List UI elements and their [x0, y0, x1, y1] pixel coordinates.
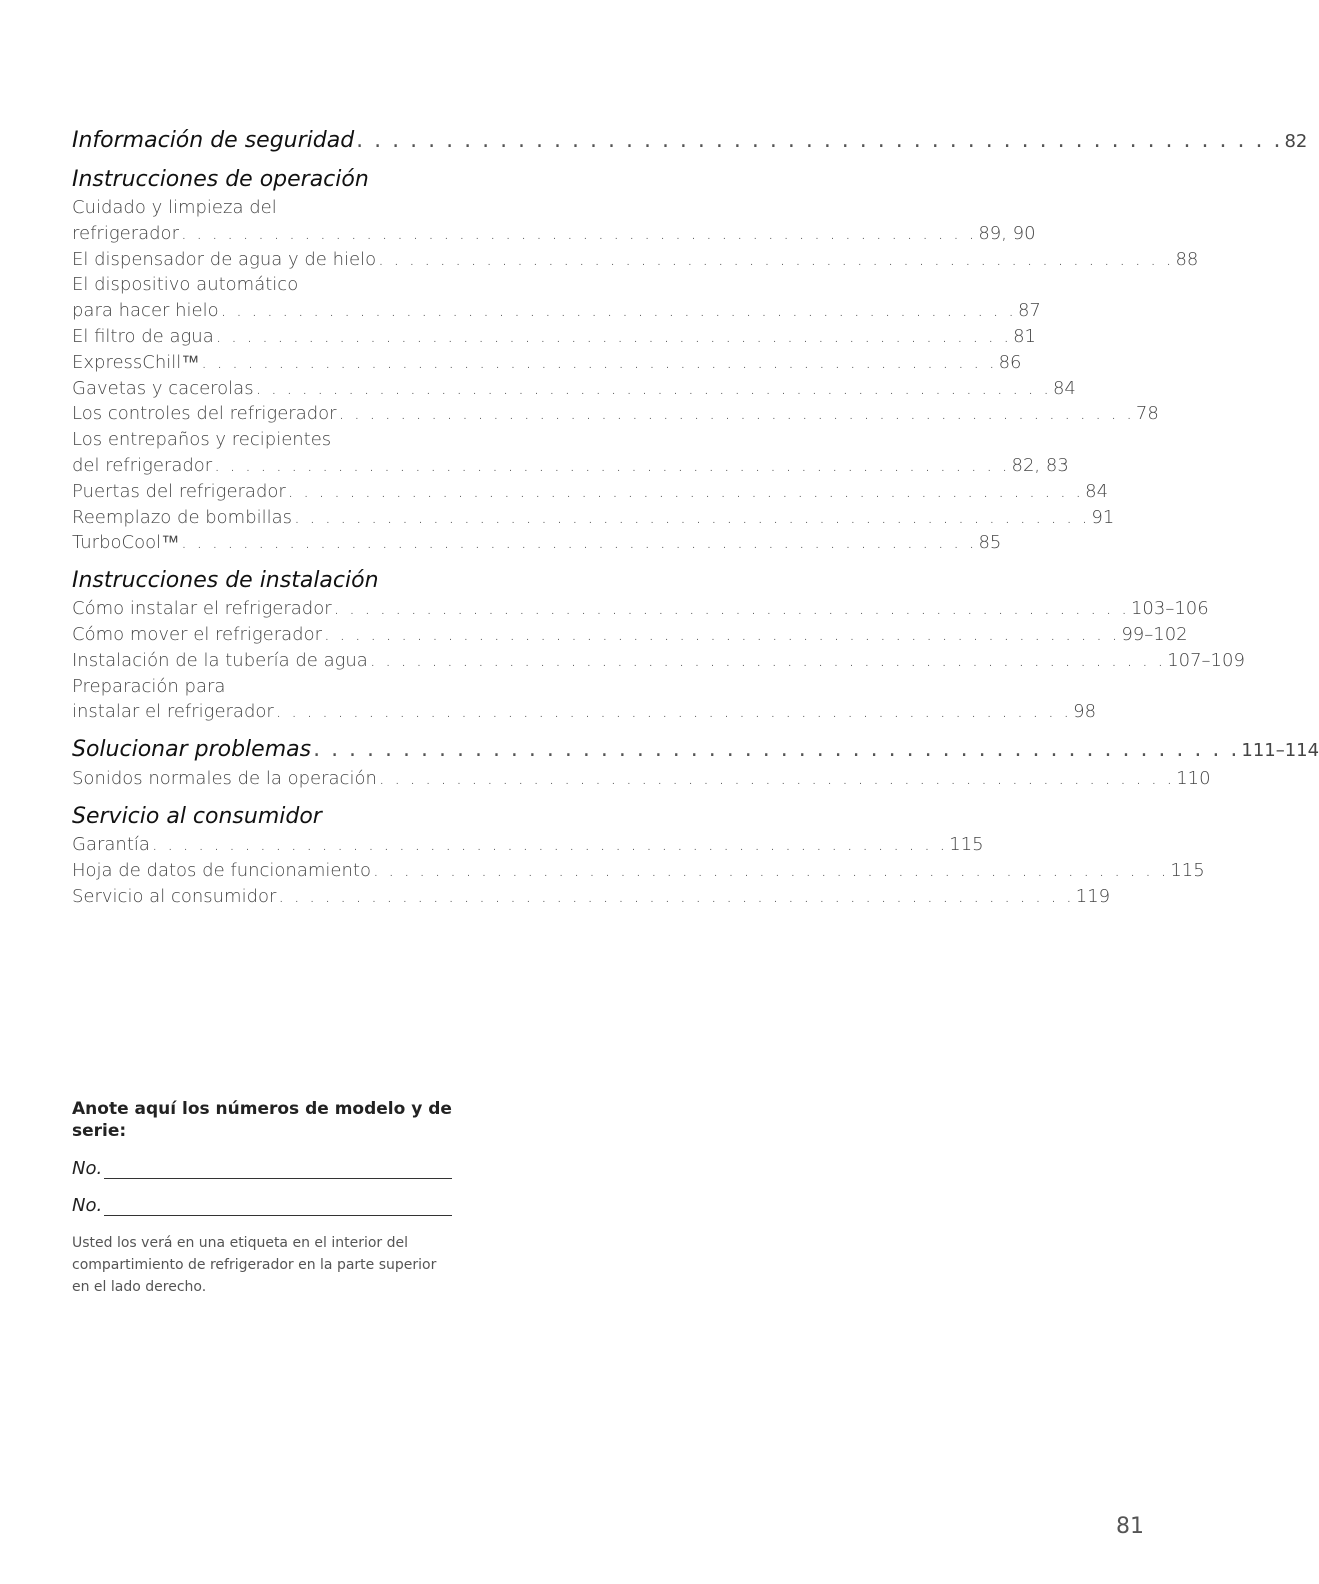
toc-entry — [72, 453, 1069, 479]
dot-leader: . . . . . . . . . . . . . . . . . . . . . . . . . . . . . . . . . . . . . . . . . . . . . . . . . . . . — [214, 454, 1010, 476]
dot-leader: . . . . . . . . . . . . . . . . . . . . . . . . . . . . . . . . . . . . . . . . . . . . . . . . . . . . — [378, 248, 1174, 270]
toc-entry-label: TurboCool™ — [72, 532, 180, 554]
dot-leader: . . . . . . . . . . . . . . . . . . . . . . . . . . . . . . . . . . . . . . . . . . . . . . . . . . . . — [378, 768, 1175, 790]
dot-leader: . . . . . . . . . . . . . . . . . . . . . . . . . . . . . . . . . . . . . . . . . . . . . . . . . . . . — [294, 506, 1090, 528]
toc-page-number: 89, 90 — [978, 222, 1036, 244]
toc-entry — [72, 376, 1076, 402]
toc-page-number: 82, 83 — [1011, 454, 1069, 476]
serial-number-rule — [104, 1197, 452, 1216]
dot-leader: . . . . . . . . . . . . . . . . . . . . . . . . . . . . . . . . . . . . . . . . . . . . . . . . . . . . — [287, 480, 1084, 502]
model-number-line — [72, 1158, 452, 1179]
toc-entry-label: Preparación para — [72, 675, 226, 697]
toc-entry-list — [72, 766, 1211, 792]
toc-section-title: Instrucciones de operación — [72, 167, 369, 192]
toc-entry-label: Los controles del refrigerador — [72, 403, 337, 425]
dot-leader: . . . . . . . . . . . . . . . . . . . . . . . . . . . . . . . . . . . . . . . . . . . . . . . . . . . . — [201, 351, 997, 373]
toc-page-number: 88 — [1175, 248, 1199, 270]
toc-entry — [72, 832, 984, 858]
toc-page-number: 115 — [949, 833, 984, 855]
toc-entry — [72, 648, 1245, 674]
toc-page-number: 111–114 — [1241, 740, 1319, 762]
toc-entry-label: Instalación de la tubería de agua — [72, 649, 368, 671]
toc-page-number: 81 — [1013, 325, 1036, 347]
toc-entry — [72, 401, 1159, 427]
toc-entry-label: Reemplazo de bombillas — [72, 506, 293, 528]
toc-page-number: 85 — [978, 532, 1002, 554]
toc-entry — [72, 350, 1022, 376]
toc-entry-list — [72, 832, 1205, 909]
toc-entry-label: El dispositivo automático — [72, 274, 299, 296]
toc-entry — [72, 622, 1188, 648]
toc-entry-label: instalar el refrigerador — [72, 701, 274, 723]
toc-entry — [72, 505, 1115, 531]
toc-section-title: Servicio al consumidor — [72, 803, 322, 829]
toc-entry-label: Hoja de datos de funcionamiento — [72, 859, 371, 881]
model-number-label: No. — [72, 1158, 103, 1179]
dot-leader: . . . . . . . . . . . . . . . . . . . . . . . . . . . . . . . . . . . . . . . . . . . . . . . . . . . . — [215, 325, 1012, 347]
toc-entry-label: Cómo mover el refrigerador — [72, 623, 323, 645]
dot-leader: . . . . . . . . . . . . . . . . . . . . . . . . . . . . . . . . . . . . . . . . . . . . . . . . . . . . — [151, 833, 948, 855]
dot-leader: . . . . . . . . . . . . . . . . . . . . . . . . . . . . . . . . . . . . . . . . . . . . . . . . . . . . — [369, 649, 1166, 671]
serial-number-line — [72, 1195, 452, 1216]
toc-entry — [72, 195, 456, 221]
toc-section — [72, 568, 1245, 725]
toc-entry-label: Sonidos normales de la operación — [72, 768, 377, 790]
toc-entry-label: El filtro de agua — [72, 325, 214, 347]
dot-leader: . . . . . . . . . . . . . . . . . . . . . . . . . . . . . . . . . . . . . . . . . . . . . . . . . . . . — [338, 403, 1134, 425]
toc-entry-label: ExpressChill™ — [72, 351, 200, 373]
toc-entry-list — [72, 195, 1199, 556]
toc-page-number: 82 — [1284, 131, 1308, 152]
toc-entry-label: Puertas del refrigerador — [72, 480, 286, 502]
page-number: 81 — [1116, 1514, 1144, 1539]
toc-section-heading — [72, 167, 456, 193]
serial-number-label: No. — [72, 1195, 103, 1216]
dot-leader: . . . . . . . . . . . . . . . . . . . . . . . . . . . . . . . . . . . . . . . . . . . . . . . . . . . . — [180, 222, 977, 244]
toc-page-number: 98 — [1073, 701, 1097, 723]
toc-entry — [72, 766, 1211, 792]
dot-leader: . . . . . . . . . . . . . . . . . . . . . . . . . . . . . . . . . . . . . . . . . . . . . . . . . . . . — [181, 532, 977, 554]
toc-section-heading — [72, 568, 456, 594]
dot-leader: . . . . . . . . . . . . . . . . . . . . . . . . . . . . . . . . . . . . . . . . . . . . . . . . . . . . — [372, 859, 1169, 881]
toc-page-number: 103–106 — [1130, 598, 1209, 620]
toc-section-heading — [72, 737, 1319, 764]
toc-entry — [72, 479, 1109, 505]
toc-section — [72, 737, 1319, 792]
dot-leader: . . . . . . . . . . . . . . . . . . . . . . . . . . . . . . . . . . . . . . . . . . . . . . . . . . . . — [220, 300, 1016, 322]
toc-section-heading — [72, 128, 1308, 155]
toc-entry — [72, 858, 1205, 884]
toc-entry-label: del refrigerador — [72, 454, 213, 476]
toc-page-number: 87 — [1017, 300, 1041, 322]
toc-page-number: 99–102 — [1121, 623, 1188, 645]
dot-leader: . . . . . . . . . . . . . . . . . . . . . . . . . . . . . . . . . . . . . . . . . . . . . . . . . . . . — [313, 737, 1240, 763]
toc-page-number: 115 — [1170, 859, 1205, 881]
toc-entry-list — [72, 596, 1245, 725]
model-serial-heading: Anote aquí los números de modelo y de serie: — [72, 1099, 452, 1141]
toc-page-number: 78 — [1135, 403, 1159, 425]
toc-page-number: 110 — [1176, 768, 1211, 790]
toc-section — [72, 128, 1308, 155]
toc-entry — [72, 221, 1036, 247]
dot-leader: . . . . . . . . . . . . . . . . . . . . . . . . . . . . . . . . . . . . . . . . . . . . . . . . . . . . — [275, 701, 1072, 723]
toc-page-number: 84 — [1052, 377, 1076, 399]
toc-entry — [72, 247, 1199, 273]
toc-section-heading — [72, 804, 456, 830]
toc-entry-label: El dispensador de agua y de hielo — [72, 248, 377, 270]
table-of-contents — [72, 128, 1319, 921]
dot-leader: . . . . . . . . . . . . . . . . . . . . . . . . . . . . . . . . . . . . . . . . . . . . . . . . . . . . — [324, 623, 1120, 645]
dot-leader: . . . . . . . . . . . . . . . . . . . . . . . . . . . . . . . . . . . . . . . . . . . . . . . . . . . . — [356, 128, 1283, 153]
model-serial-note: Usted los verá en una etiqueta en el interior del compartimiento de refrigerador en la parte superior en el lado derecho. — [72, 1235, 437, 1295]
toc-entry — [72, 884, 1111, 910]
toc-section — [72, 803, 1205, 909]
toc-entry-label: para hacer hielo — [72, 300, 219, 322]
toc-entry — [72, 427, 456, 453]
toc-entry-label: Gavetas y cacerolas — [72, 377, 254, 399]
toc-page-number: 84 — [1085, 480, 1109, 502]
toc-section-title: Instrucciones de instalación — [72, 568, 379, 594]
toc-page-number: 91 — [1091, 506, 1115, 528]
dot-leader: . . . . . . . . . . . . . . . . . . . . . . . . . . . . . . . . . . . . . . . . . . . . . . . . . . . . — [255, 377, 1051, 399]
toc-entry-label: Los entrepaños y recipientes — [72, 429, 332, 451]
toc-entry-label: Servicio al consumidor — [72, 885, 277, 907]
toc-entry — [72, 298, 1041, 324]
toc-section — [72, 167, 1199, 556]
toc-section-title: Información de seguridad — [72, 128, 355, 153]
toc-entry — [72, 674, 456, 700]
model-number-rule — [104, 1160, 452, 1179]
toc-entry — [72, 272, 456, 298]
dot-leader: . . . . . . . . . . . . . . . . . . . . . . . . . . . . . . . . . . . . . . . . . . . . . . . . . . . . — [278, 885, 1074, 907]
toc-page-number: 86 — [998, 351, 1022, 373]
dot-leader: . . . . . . . . . . . . . . . . . . . . . . . . . . . . . . . . . . . . . . . . . . . . . . . . . . . . — [333, 598, 1129, 620]
toc-entry-label: refrigerador — [72, 222, 179, 244]
toc-entry-label: Cuidado y limpieza del — [72, 197, 277, 218]
toc-entry — [72, 324, 1036, 350]
toc-entry — [72, 596, 1209, 622]
toc-entry-label: Garantía — [72, 833, 150, 855]
toc-entry-label: Cómo instalar el refrigerador — [72, 598, 332, 620]
toc-entry — [72, 699, 1097, 725]
model-serial-box — [72, 1098, 452, 1298]
toc-page-number: 119 — [1075, 885, 1111, 907]
toc-entry — [72, 530, 1002, 556]
toc-section-title: Solucionar problemas — [72, 737, 312, 763]
toc-page-number: 107–109 — [1167, 649, 1245, 671]
